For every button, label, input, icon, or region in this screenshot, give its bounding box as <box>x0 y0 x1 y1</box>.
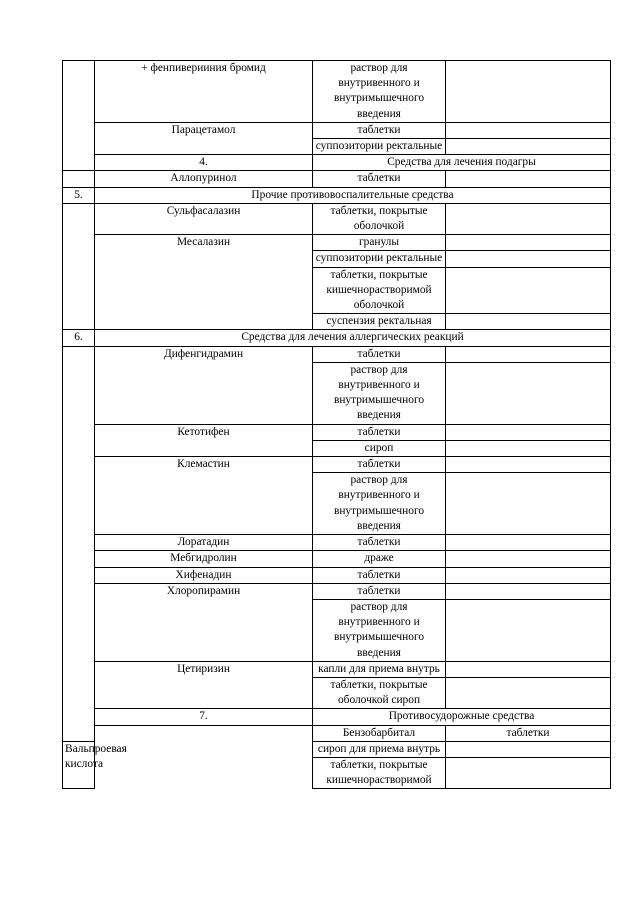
section-number: 6. <box>63 330 95 346</box>
dosage-form-cell: сироп для приема внутрь <box>313 741 446 757</box>
drug-name-cell: Сульфасалазин <box>95 203 313 234</box>
dosage-form-cell: таблетки <box>313 346 446 362</box>
empty-cell <box>446 440 611 456</box>
drug-name-cell: Хлоропирамин <box>95 583 313 661</box>
drug-name-cell: Парацетамол <box>95 122 313 154</box>
empty-cell <box>446 457 611 473</box>
section-header-row <box>63 709 611 725</box>
dosage-form-cell: гранулы <box>313 235 446 251</box>
dosage-form-cell: суппозитории ректальные <box>313 139 446 155</box>
document-page <box>62 60 610 789</box>
section-header-row <box>63 187 611 203</box>
empty-cell <box>446 567 611 583</box>
dosage-form-cell: таблетки <box>313 424 446 440</box>
drug-name-cell: Мебгидролин <box>95 551 313 567</box>
row-number-cell <box>63 171 95 187</box>
dosage-form-cell: таблетки, покрытые оболочкой <box>313 203 446 234</box>
empty-cell <box>446 122 611 138</box>
table-row <box>63 535 611 551</box>
drug-name-cell: Бензобарбитал <box>313 725 446 741</box>
empty-cell <box>446 171 611 187</box>
section-title: Прочие противовоспалительные средства <box>95 187 611 203</box>
empty-cell <box>446 424 611 440</box>
dosage-form-cell: таблетки, покрытые кишечнорастворимой <box>313 757 446 788</box>
dosage-form-cell: раствор для внутривенного и внутримышечного введения <box>313 473 446 535</box>
drug-name-cell: Кетотифен <box>95 424 313 456</box>
drug-name-cell: Дифенгидрамин <box>95 346 313 424</box>
empty-cell <box>446 535 611 551</box>
drug-name-cell: Аллопуринол <box>95 171 313 187</box>
dosage-form-cell: сироп <box>313 440 446 456</box>
dosage-form-cell: раствор для внутривенного и внутримышечного введения <box>313 362 446 424</box>
dosage-form-cell: таблетки <box>313 122 446 138</box>
drug-name-cell: Цетиризин <box>95 661 313 709</box>
dosage-form-cell: драже <box>313 551 446 567</box>
table-row <box>63 346 611 362</box>
table-row <box>63 661 611 677</box>
drug-name-cell: Лоратадин <box>95 535 313 551</box>
table-row <box>63 122 611 138</box>
dosage-form-cell: таблетки <box>313 567 446 583</box>
row-number-cell <box>63 61 95 171</box>
section-title: Средства для лечения подагры <box>313 155 611 171</box>
table-row <box>63 567 611 583</box>
empty-cell <box>446 677 611 708</box>
table-row <box>63 424 611 440</box>
drug-name-cell: Клемастин <box>95 457 313 535</box>
dosage-form-cell: суппозитории ректальные <box>313 251 446 267</box>
dosage-form-cell: раствор для внутривенного и внутримышечного введения <box>313 599 446 661</box>
table-row <box>63 583 611 599</box>
section-number: 5. <box>63 187 95 203</box>
drug-list-table <box>62 60 611 789</box>
empty-cell <box>446 473 611 535</box>
empty-cell <box>446 346 611 362</box>
empty-cell <box>446 741 611 757</box>
empty-cell <box>446 551 611 567</box>
section-header-row <box>63 330 611 346</box>
empty-cell <box>446 757 611 788</box>
empty-cell <box>446 235 611 251</box>
section-number: 7. <box>95 709 313 725</box>
empty-cell <box>446 203 611 234</box>
empty-cell <box>446 661 611 677</box>
dosage-form-cell: таблетки <box>313 171 446 187</box>
section-title: Средства для лечения аллергических реакций <box>95 330 611 346</box>
drug-name-cell: Хифенадин <box>95 567 313 583</box>
table-row <box>63 725 611 741</box>
row-number-cell <box>63 346 95 741</box>
drug-name-cell: + фенпиверииния бромид <box>95 61 313 123</box>
section-title: Противосудорожные средства <box>313 709 611 725</box>
row-number-cell <box>63 203 95 330</box>
dosage-form-cell: таблетки <box>313 535 446 551</box>
empty-cell <box>446 61 611 123</box>
dosage-form-cell: таблетки <box>313 457 446 473</box>
empty-cell <box>446 599 611 661</box>
empty-cell <box>446 362 611 424</box>
empty-cell <box>446 251 611 267</box>
dosage-form-cell: таблетки, покрытые кишечнорастворимой оболочкой <box>313 267 446 314</box>
table-row <box>63 551 611 567</box>
dosage-form-cell: таблетки <box>313 583 446 599</box>
dosage-form-cell: таблетки <box>446 725 611 741</box>
row-number-cell <box>95 725 313 789</box>
empty-cell <box>446 314 611 330</box>
dosage-form-cell: раствор для внутривенного и внутримышечного введения <box>313 61 446 123</box>
dosage-form-cell: таблетки, покрытые оболочкой сироп <box>313 677 446 708</box>
dosage-form-cell: капли для приема внутрь <box>313 661 446 677</box>
empty-cell <box>446 583 611 599</box>
table-row <box>63 235 611 251</box>
dosage-form-cell: суспензия ректальная <box>313 314 446 330</box>
empty-cell <box>446 267 611 314</box>
section-header-row <box>63 155 611 171</box>
table-row <box>63 457 611 473</box>
table-row <box>63 203 611 234</box>
drug-name-cell: Месалазин <box>95 235 313 330</box>
table-row <box>63 61 611 123</box>
table-row <box>63 171 611 187</box>
empty-cell <box>446 139 611 155</box>
section-number: 4. <box>95 155 313 171</box>
drug-name-cell: Вальпроевая кислота <box>63 741 95 789</box>
